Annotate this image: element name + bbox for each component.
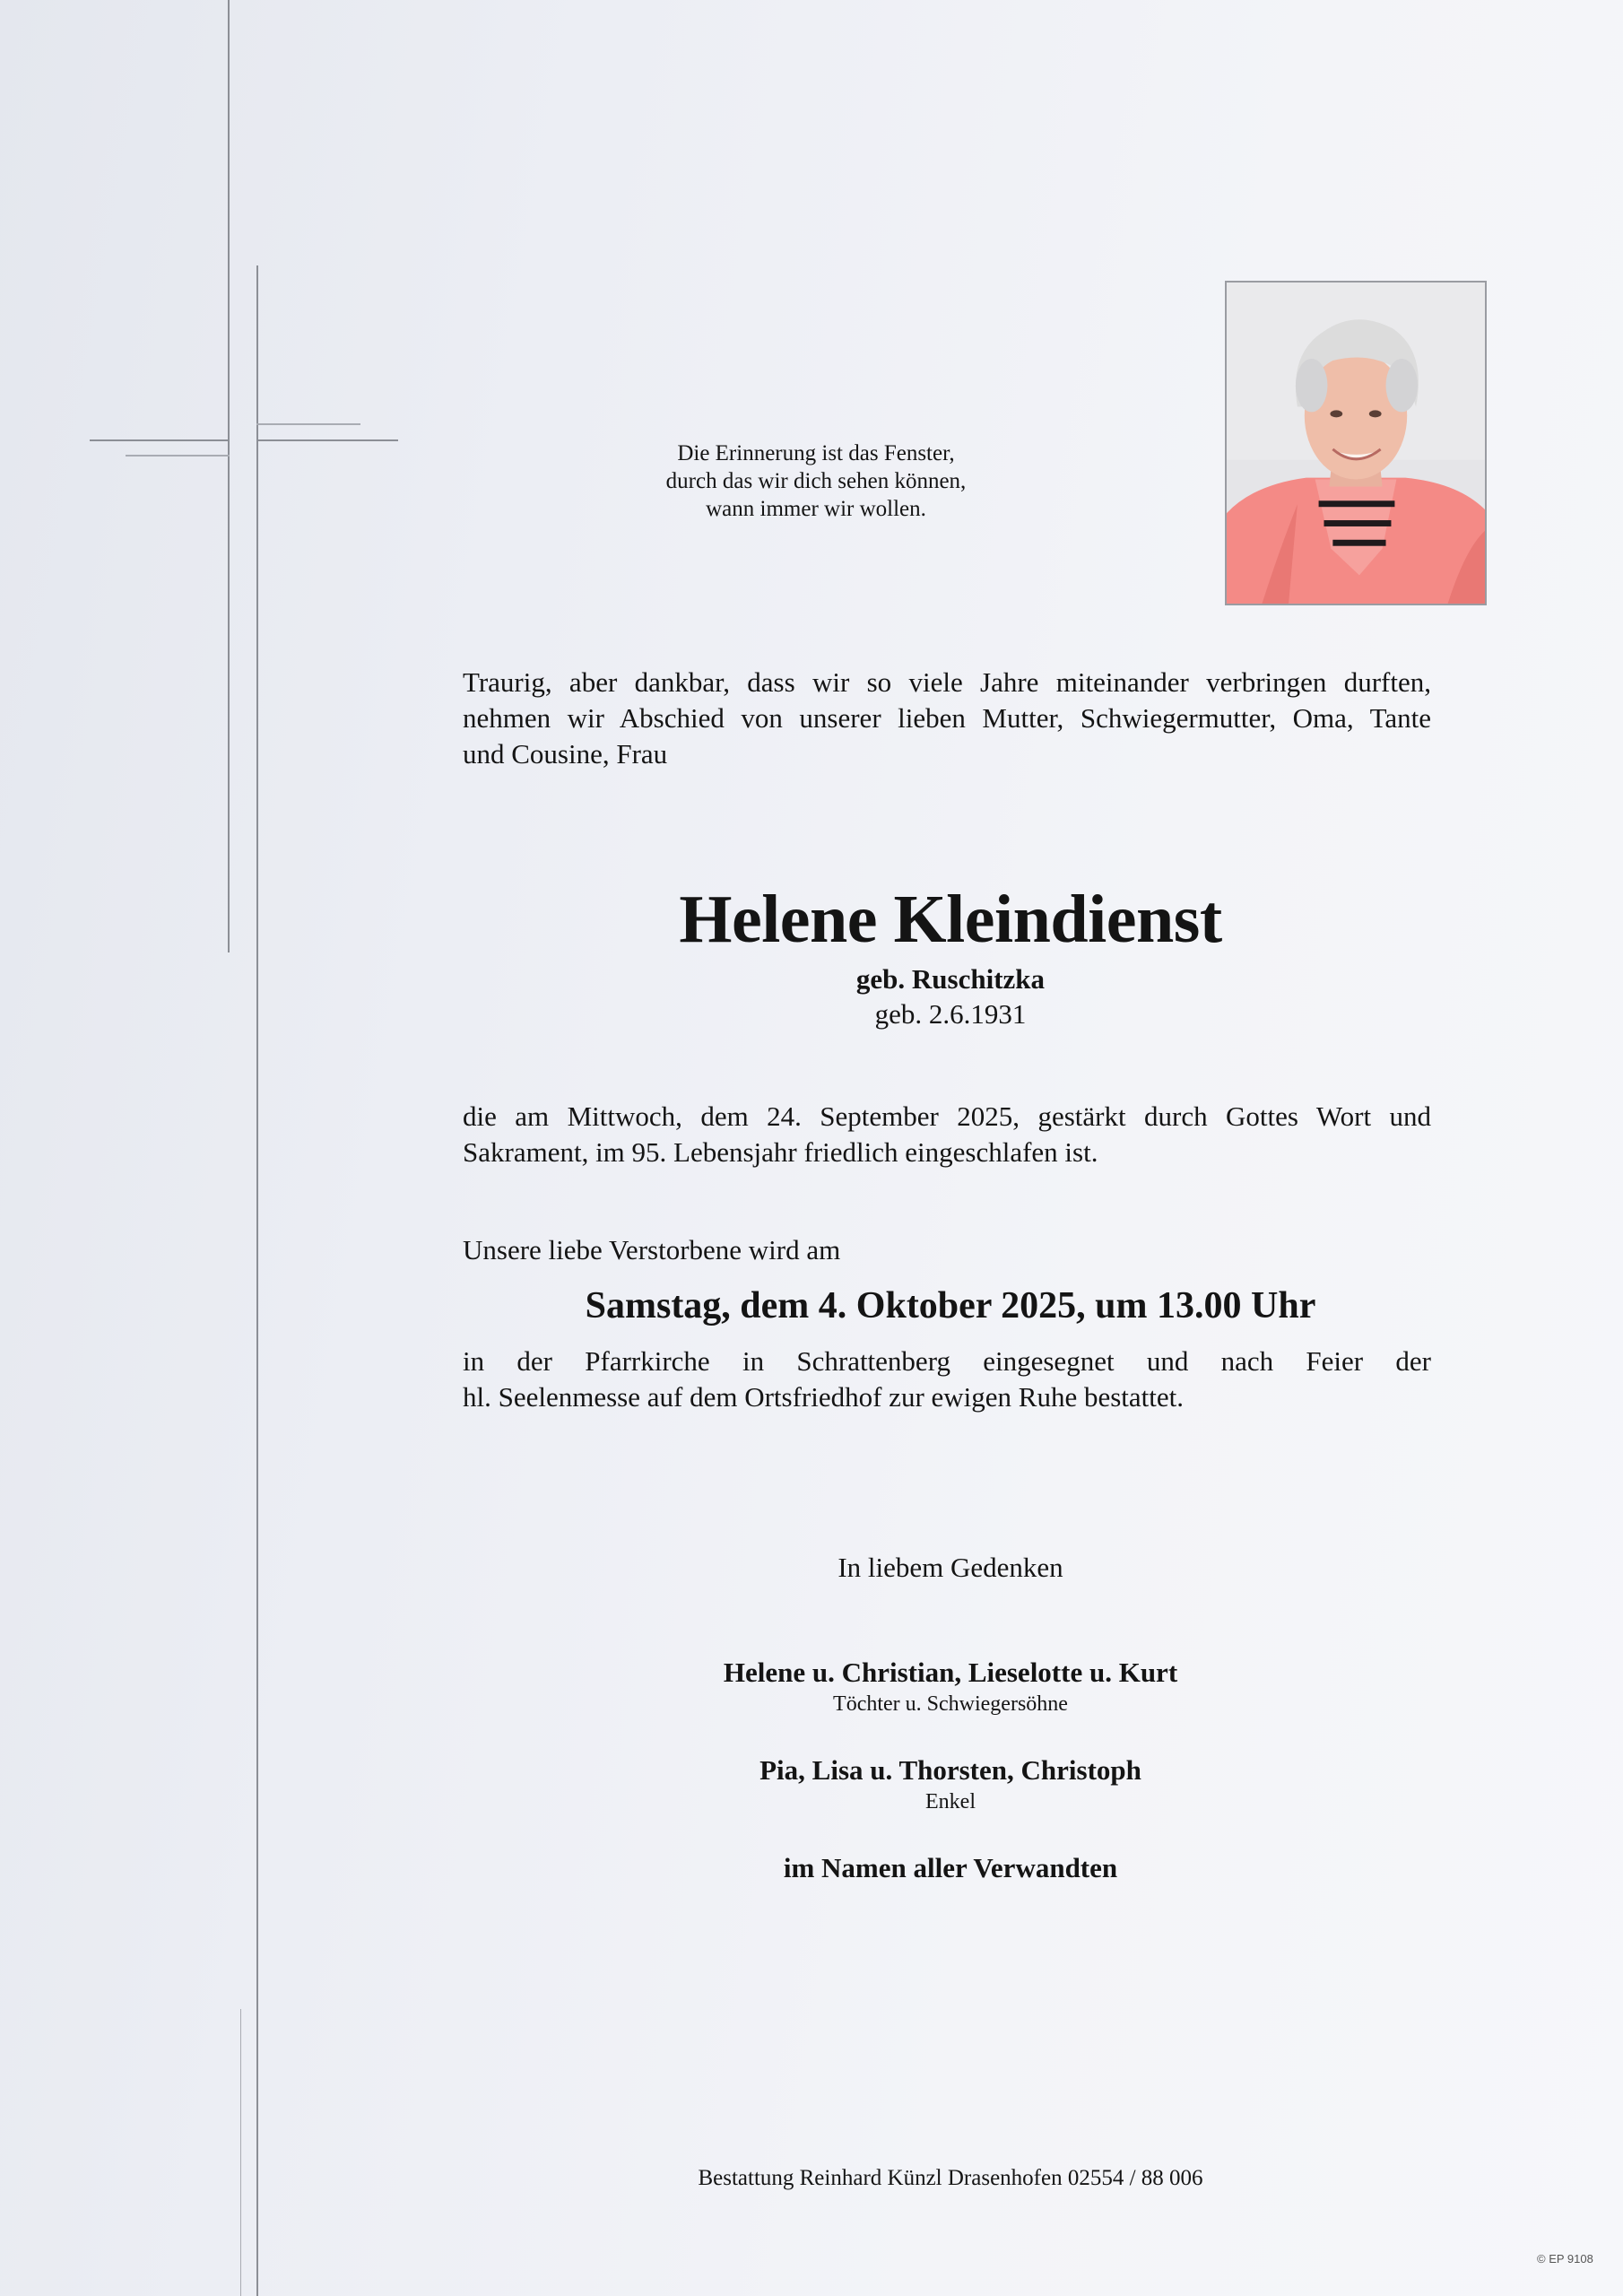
quote-line: durch das wir dich sehen können, bbox=[665, 469, 967, 493]
intro-line: und Cousine, Frau bbox=[463, 738, 668, 770]
memorial-quote bbox=[538, 439, 1094, 523]
print-code: © EP 9108 bbox=[1537, 2252, 1593, 2266]
quote-line: wann immer wir wollen. bbox=[706, 497, 926, 521]
mourner-role: Enkel bbox=[925, 1790, 976, 1813]
cross-vertical-right bbox=[256, 265, 258, 2296]
border-left-faint bbox=[240, 2009, 241, 2296]
portrait-photo bbox=[1225, 281, 1487, 605]
cross-horizontal-left bbox=[90, 439, 230, 441]
funeral-announcement: Unsere liebe Verstorbene wird am bbox=[463, 1234, 841, 1265]
mourner-group bbox=[448, 1655, 1453, 1718]
relatives-line: im Namen aller Verwandten bbox=[783, 1852, 1118, 1883]
death-notice-line: Sakrament, im 95. Lebensjahr friedlich eingeschlafen ist. bbox=[463, 1136, 1098, 1168]
mourner-group bbox=[448, 1752, 1453, 1815]
quote-line: Die Erinnerung ist das Fenster, bbox=[677, 441, 955, 465]
birth-date: geb. 2.6.1931 bbox=[874, 998, 1027, 1030]
funeral-details bbox=[463, 1344, 1431, 1415]
cross-horizontal-left-inner bbox=[126, 455, 230, 457]
mourner-names: Pia, Lisa u. Thorsten, Christoph bbox=[759, 1754, 1141, 1786]
portrait-illustration bbox=[1227, 283, 1485, 604]
death-notice-line: die am Mittwoch, dem 24. September 2025, gestärkt durch Gottes Wort und bbox=[463, 1100, 1431, 1132]
mourner-role: Töchter u. Schwiegersöhne bbox=[833, 1692, 1068, 1716]
memory-heading: In liebem Gedenken bbox=[838, 1552, 1063, 1583]
funeral-line: in der Pfarrkirche in Schrattenberg eingesegnet und nach Feier der bbox=[463, 1345, 1431, 1377]
funeral-line: hl. Seelenmesse auf dem Ortsfriedhof zur ewigen Ruhe bestattet. bbox=[463, 1381, 1185, 1413]
mourner-names: Helene u. Christian, Lieselotte u. Kurt bbox=[723, 1657, 1178, 1688]
cross-horizontal-right-inner bbox=[256, 423, 360, 425]
cross-vertical-left bbox=[228, 0, 230, 952]
death-notice bbox=[463, 1099, 1431, 1170]
undertaker-footer: Bestattung Reinhard Künzl Drasenhofen 02554 / 88 006 bbox=[698, 2166, 1203, 2190]
intro-line: Traurig, aber dankbar, dass wir so viele Jahre miteinander verbringen durften, bbox=[463, 666, 1431, 698]
maiden-name: geb. Ruschitzka bbox=[855, 963, 1046, 995]
funeral-date: Samstag, dem 4. Oktober 2025, um 13.00 Uhr bbox=[585, 1285, 1316, 1326]
intro-line: nehmen wir Abschied von unserer lieben Mutter, Schwiegermutter, Oma, Tante bbox=[463, 702, 1431, 734]
intro-paragraph bbox=[463, 665, 1431, 772]
deceased-name: Helene Kleindienst bbox=[679, 882, 1222, 957]
cross-horizontal-right bbox=[256, 439, 398, 441]
